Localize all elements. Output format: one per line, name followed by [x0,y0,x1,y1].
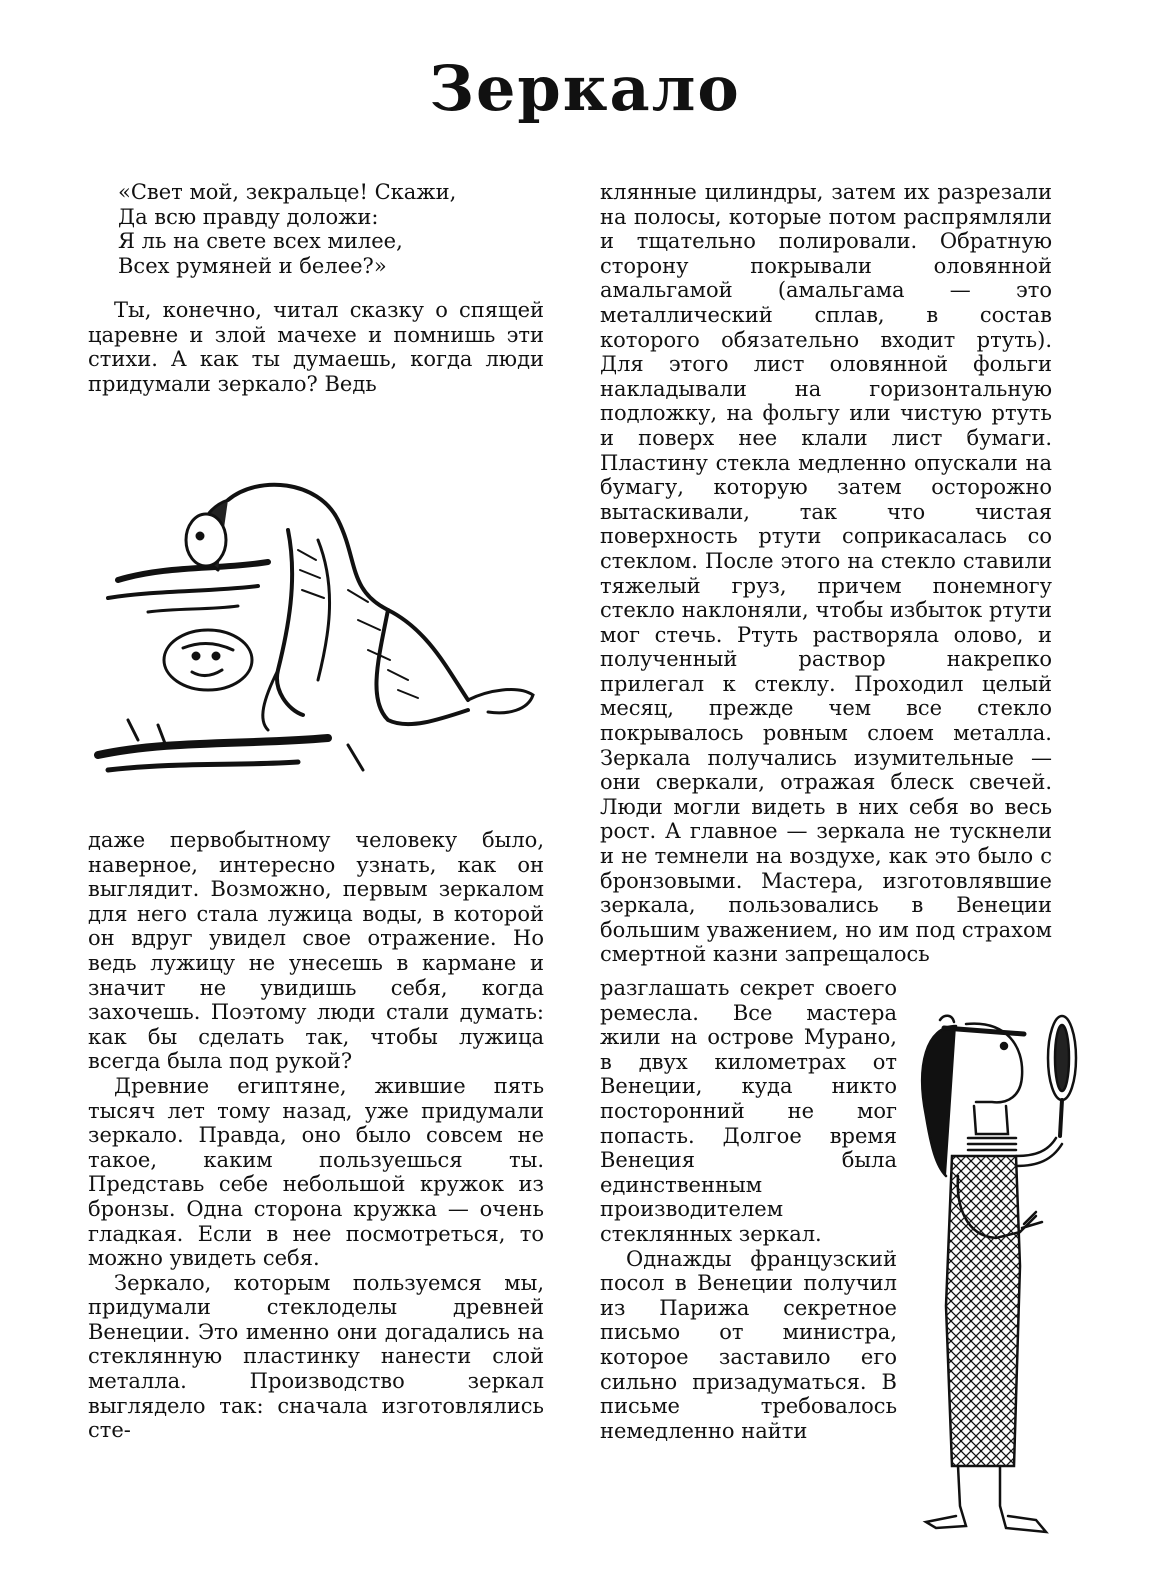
right-column-wrapped-text [600,976,897,1443]
paragraph: Древние египтяне, жившие пять тысяч лет тому назад, уже придумали зеркало. Правда, оно было совсем не такое, каким пользуешься ты. Представь себе небольшой кружок из бронзы. Одна сторона кружка — очень гладкая. Если в нее посмотреться, то можно увидеть себя. [88,1073,544,1271]
poem-line: «Свет мой, зекральце! Скажи, [118,180,457,204]
epigraph-poem [118,180,548,278]
poem-line: Всех румяней и белее?» [118,253,387,278]
left-column-intro [88,298,544,396]
article-title: Зеркало [429,52,741,125]
caveman-illustration [88,470,546,790]
egyptian-woman-with-mirror-illustration [896,1006,1092,1546]
poem-line: Да всю правду доложи: [118,204,379,229]
paragraph: Однажды французский посол в Венеции получил из Парижа секретное письмо от министра, которое заставило его сильно призадуматься. В письме требовалось немедленно найти [600,1246,897,1443]
paragraph: Зеркало, которым пользуемся мы, придумали стеклоделы древней Венеции. Это именно они догадались на стеклянную пластинку нанести слой металла. Производство зеркал выглядело так: сначала изготовлялись сте- [88,1270,544,1443]
paragraph: клянные цилиндры, затем их разрезали на полосы, которые потом распрямляли и тщательно полировали. Обратную сторону покрывали оловянной амальгамой (амальгама — это металлический сплав, в состав которого обязательно входит ртуть). Для этого лист оловянной фольги накладывали на горизонтальную подложку, на фольгу или чистую ртуть и поверх нее клали лист бумаги. Пластину стекла медленно опускали на бумагу, которую затем осторожно вытаскивали, так что чистая поверхность ртути соприкасалась со стеклом. После этого на стекло ставили тяжелый груз, причем понемногу стекло наклоняли, чтобы избыток ртути мог стечь. Ртуть растворяла олово, и полученный раствор накрепко прилегал к стеклу. Проходил целый месяц, прежде чем все стекло покрывалось ровным слоем металла. Зеркала получались изумительные — они сверкали, отражая блеск свечей. Люди могли видеть в них себя во весь рост. А главное — зеркала не тускнели и не темнели на воздухе, как это было с бронзовыми. Мастера, изготовлявшие зеркала, пользовались в Венеции большим уважением, но им под страхом смертной казни запрещалось [600,180,1052,967]
paragraph: даже первобытному человеку было, наверное, интересно узнать, как он выглядит. Возможно, первым зеркалом для него стала лужица воды, в которой он вдруг увидел свое отражение. Но ведь лужицу не унесешь в кармане и значит не увидишь себя, когда захочешь. Поэтому люди стали думать: как бы сделать так, чтобы лужица всегда была под рукой? [88,828,544,1074]
left-column-body [88,828,544,1443]
paragraph: Ты, конечно, читал сказку о спящей царевне и злой мачехе и помнишь эти стихи. А как ты думаешь, когда люди придумали зеркало? Ведь [88,298,544,396]
paragraph: разглашать секрет своего ремесла. Все мастера жили на острове Мурано, в двух километрах от Венеции, куда никто посторонний не мог попасть. Долгое время Венеция была единственным производителем стеклянных зеркал. [600,976,897,1246]
poem-line: Я ль на свете всех милее, [118,229,403,253]
right-column-body [600,180,1052,967]
